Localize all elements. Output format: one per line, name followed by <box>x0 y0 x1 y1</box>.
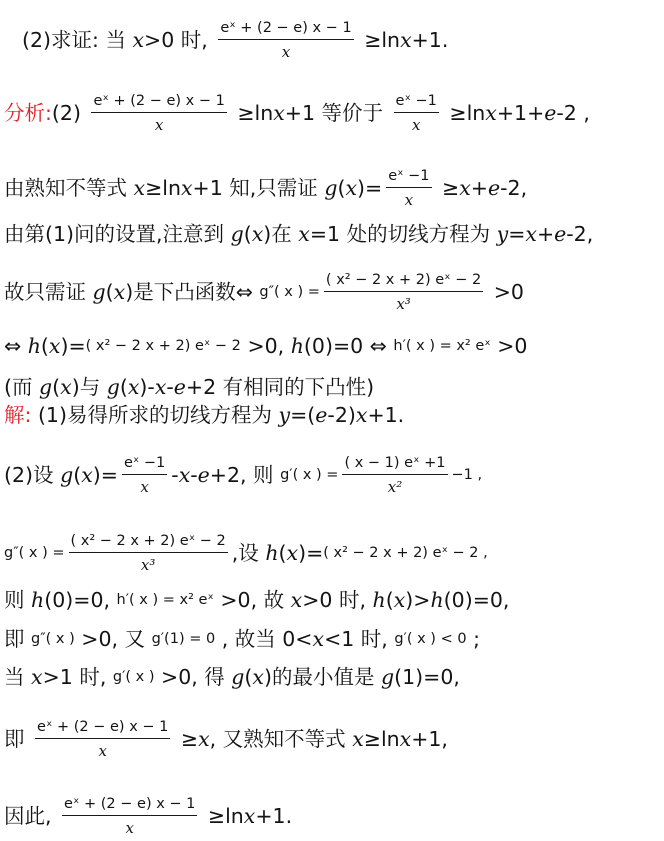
text-run: 由第(1)问的设置,注意到 <box>4 222 231 246</box>
math-variable: g <box>60 463 74 487</box>
text-run: , 故当 0< <box>215 627 313 651</box>
text-run: >0 <box>487 280 524 304</box>
math-variable: x <box>399 727 412 751</box>
text-run: ≥ <box>174 727 199 751</box>
text-run: (0)=0, <box>44 588 117 612</box>
math-variable: x <box>298 222 310 246</box>
math-variable: h <box>265 541 279 565</box>
text-run: ( <box>40 334 49 358</box>
math-expression: g′( x ) <box>112 669 155 685</box>
math-expression: h′( x ) = x² eˣ <box>116 592 214 608</box>
math-variable: x <box>286 541 299 565</box>
math-variable: e <box>173 375 186 399</box>
fraction-denominator: x <box>125 819 134 837</box>
math-expression: g′( x ) < 0 <box>394 631 467 647</box>
fraction-numerator: eˣ + (2 − e) x − 1 <box>64 796 196 812</box>
text-run: (而 <box>4 375 40 399</box>
math-variable: e <box>554 222 567 246</box>
math-variable: y <box>278 403 291 427</box>
math-variable: g <box>39 375 53 399</box>
fraction-numerator: eˣ + (2 − e) x − 1 <box>93 93 225 109</box>
text-run: 当 <box>4 665 32 689</box>
fraction-numerator: eˣ −1 <box>388 168 430 184</box>
text-run: - <box>171 463 179 487</box>
math-variable: x <box>273 101 285 125</box>
section-label: 解: <box>4 403 32 427</box>
text-run: =1 处的切线方程为 <box>309 222 497 246</box>
text-run: )- <box>139 375 155 399</box>
text-run: = <box>508 222 526 246</box>
math-variable: x <box>252 665 264 689</box>
fraction <box>91 92 226 134</box>
text-run: )与 <box>71 375 107 399</box>
math-variable: x <box>48 334 61 358</box>
text-run: >0, 又 <box>74 627 152 651</box>
math-variable: h <box>290 334 304 358</box>
text-run: >0, 得 <box>154 665 232 689</box>
text-run: 故只需证 <box>4 280 93 304</box>
text-run: 即 <box>4 727 32 751</box>
text-run: +1. <box>367 403 405 427</box>
fraction-numerator: ( x − 1) eˣ +1 <box>344 455 446 471</box>
math-expression: g″( x ) <box>31 631 75 647</box>
math-variable: e <box>197 463 210 487</box>
text-run: ( <box>52 375 61 399</box>
fraction-denominator: x <box>411 116 421 134</box>
text-run: 即 <box>4 627 32 651</box>
text-run: (0)=0, <box>443 588 510 612</box>
math-variable: g <box>381 665 395 689</box>
text-run: -2) <box>327 403 356 427</box>
math-variable: g <box>92 280 106 304</box>
fraction <box>342 454 447 496</box>
text-run: +1 等价于 <box>284 101 390 125</box>
solution-line-2 <box>4 454 483 496</box>
math-variable: e <box>315 403 328 427</box>
fraction-numerator: eˣ + (2 − e) x − 1 <box>37 719 169 735</box>
math-variable: h <box>372 588 386 612</box>
math-variable: h <box>430 588 444 612</box>
text-run: (2)设 <box>4 463 61 487</box>
math-expression: g″( x ) = <box>259 284 320 300</box>
solution-line-4 <box>4 585 509 613</box>
fraction-denominator: x <box>98 742 107 760</box>
math-expression: g′( x ) = <box>280 467 339 483</box>
text-run: - <box>190 463 198 487</box>
text-run: ( <box>73 463 82 487</box>
solution-line-3 <box>4 532 488 574</box>
text-run: ( <box>385 588 394 612</box>
conclusion-line <box>4 795 293 837</box>
text-run: ≥ln <box>201 804 244 828</box>
text-run: ≥ln <box>442 101 486 125</box>
solution-line-5 <box>4 624 480 652</box>
fraction-denominator: x <box>154 116 164 134</box>
text-run: ( <box>243 222 252 246</box>
math-variable: x <box>525 222 537 246</box>
math-expression: g′(1) = 0 <box>151 631 216 647</box>
text-run: + <box>536 222 555 246</box>
text-run: +1. <box>411 28 449 52</box>
problem-statement-line <box>22 19 449 61</box>
fraction-numerator: ( x² − 2 x + 2) eˣ − 2 <box>325 272 482 288</box>
math-variable: e <box>487 176 501 200</box>
text-run: - <box>166 375 174 399</box>
math-variable: g <box>230 222 244 246</box>
text-run: 则 <box>4 588 32 612</box>
text-run: -2, <box>500 176 528 200</box>
fraction <box>218 19 353 61</box>
text-run: ( <box>119 375 128 399</box>
fraction-denominator: x³ <box>396 295 411 313</box>
text-run: >0 <box>490 334 528 358</box>
text-run: ( <box>244 665 253 689</box>
text-run: +1 知,只需证 <box>192 176 325 200</box>
math-variable: x <box>113 280 126 304</box>
text-run: >1 时, <box>42 665 113 689</box>
text-run: )是下凸函数⇔ <box>125 280 260 304</box>
text-run: )= <box>357 176 383 200</box>
fraction <box>386 167 431 209</box>
text-run: (1)=0, <box>394 665 460 689</box>
text-run: >0, <box>240 334 291 358</box>
fraction-denominator: x² <box>387 478 403 496</box>
text-run: ≥ln <box>230 101 274 125</box>
math-variable: x <box>312 627 325 651</box>
analysis-line-2 <box>4 167 528 209</box>
text-run: )= <box>60 334 86 358</box>
text-run: (2) <box>51 101 88 125</box>
math-variable: x <box>290 588 303 612</box>
text-run: )在 <box>263 222 299 246</box>
analysis-line-5 <box>4 331 527 359</box>
text-run: )的最小值是 <box>263 665 381 689</box>
section-label: 分析: <box>4 101 52 125</box>
text-run: )= <box>92 463 118 487</box>
math-variable: h <box>27 334 41 358</box>
text-run: (2)求证: 当 <box>22 28 133 52</box>
math-variable: x <box>31 665 43 689</box>
text-run: (0)=0 ⇔ <box>303 334 394 358</box>
fraction <box>69 532 228 574</box>
text-run: , 又熟知不等式 <box>209 727 353 751</box>
solution-line-7 <box>4 718 448 760</box>
fraction <box>394 92 439 134</box>
math-variable: x <box>154 375 167 399</box>
fraction-numerator: eˣ −1 <box>395 93 437 109</box>
text-run: ≥ln <box>357 28 401 52</box>
analysis-note-line <box>4 372 374 400</box>
fraction-denominator: x <box>404 191 414 209</box>
math-expression: h′( x ) = x² eˣ <box>393 338 491 354</box>
math-variable: x <box>198 727 210 751</box>
fraction <box>324 271 483 313</box>
math-variable: x <box>132 28 145 52</box>
math-expression: g″( x ) = <box>4 545 65 561</box>
math-variable: x <box>243 804 256 828</box>
math-variable: x <box>178 463 191 487</box>
math-expression: ( x² − 2 x + 2) eˣ − 2 <box>85 338 241 354</box>
text-run: ≥ln <box>145 176 181 200</box>
fraction-denominator: x <box>281 43 291 61</box>
text-run: =( <box>290 403 316 427</box>
math-variable: x <box>133 176 146 200</box>
math-variable: x <box>352 727 364 751</box>
fraction-denominator: x³ <box>140 556 156 574</box>
fraction-denominator: x <box>140 478 149 496</box>
text-run: >0 时, <box>144 28 215 52</box>
math-variable: x <box>180 176 193 200</box>
math-variable: x <box>81 463 93 487</box>
text-run: +1, <box>411 727 448 751</box>
text-run: >0 时, <box>302 588 373 612</box>
fraction <box>35 718 170 760</box>
text-run: ⇔ <box>4 334 28 358</box>
text-run: ≥ <box>435 176 460 200</box>
fraction <box>122 454 167 496</box>
math-variable: x <box>127 375 140 399</box>
math-variable: x <box>355 403 368 427</box>
math-variable: g <box>231 665 245 689</box>
text-run: +2 有相同的下凸性) <box>185 375 375 399</box>
text-run: + <box>470 176 488 200</box>
text-run: <1 时, <box>324 627 395 651</box>
solution-line-1 <box>4 400 404 428</box>
text-run: ( <box>105 280 114 304</box>
math-variable: x <box>485 101 497 125</box>
math-variable: x <box>251 222 264 246</box>
math-variable: x <box>60 375 72 399</box>
analysis-line-3 <box>4 219 593 247</box>
text-run: -2 , <box>556 101 590 125</box>
analysis-line-1 <box>4 92 590 134</box>
math-variable: y <box>496 222 509 246</box>
math-variable: x <box>393 588 406 612</box>
fraction-numerator: eˣ + (2 − e) x − 1 <box>220 20 352 36</box>
fraction <box>62 795 197 837</box>
analysis-line-4 <box>4 271 524 313</box>
text-run: 由熟知不等式 <box>4 176 134 200</box>
math-variable: x <box>400 28 412 52</box>
text-run: +2, 则 <box>209 463 281 487</box>
text-run: )> <box>405 588 431 612</box>
text-run: ,设 <box>231 541 266 565</box>
text-run: )= <box>298 541 324 565</box>
math-variable: e <box>544 101 557 125</box>
solution-line-6 <box>4 662 460 690</box>
fraction-numerator: ( x² − 2 x + 2) eˣ − 2 <box>70 533 226 549</box>
text-run: +1. <box>255 804 293 828</box>
math-expression: ( x² − 2 x + 2) eˣ − 2 , <box>323 545 488 561</box>
math-expression: −1 , <box>451 467 483 483</box>
text-run: ( <box>278 541 287 565</box>
math-variable: x <box>345 176 357 200</box>
text-run: ( <box>337 176 346 200</box>
math-variable: g <box>106 375 120 399</box>
text-run: -2, <box>566 222 594 246</box>
text-run: 因此, <box>4 804 59 828</box>
fraction-numerator: eˣ −1 <box>123 455 166 471</box>
text-run: (1)易得所求的切线方程为 <box>31 403 279 427</box>
text-run: +1+ <box>496 101 545 125</box>
math-variable: x <box>459 176 471 200</box>
math-variable: h <box>31 588 45 612</box>
math-variable: g <box>324 176 338 200</box>
text-run: ≥ln <box>363 727 400 751</box>
text-run: ; <box>466 627 480 651</box>
text-run: >0, 故 <box>213 588 291 612</box>
